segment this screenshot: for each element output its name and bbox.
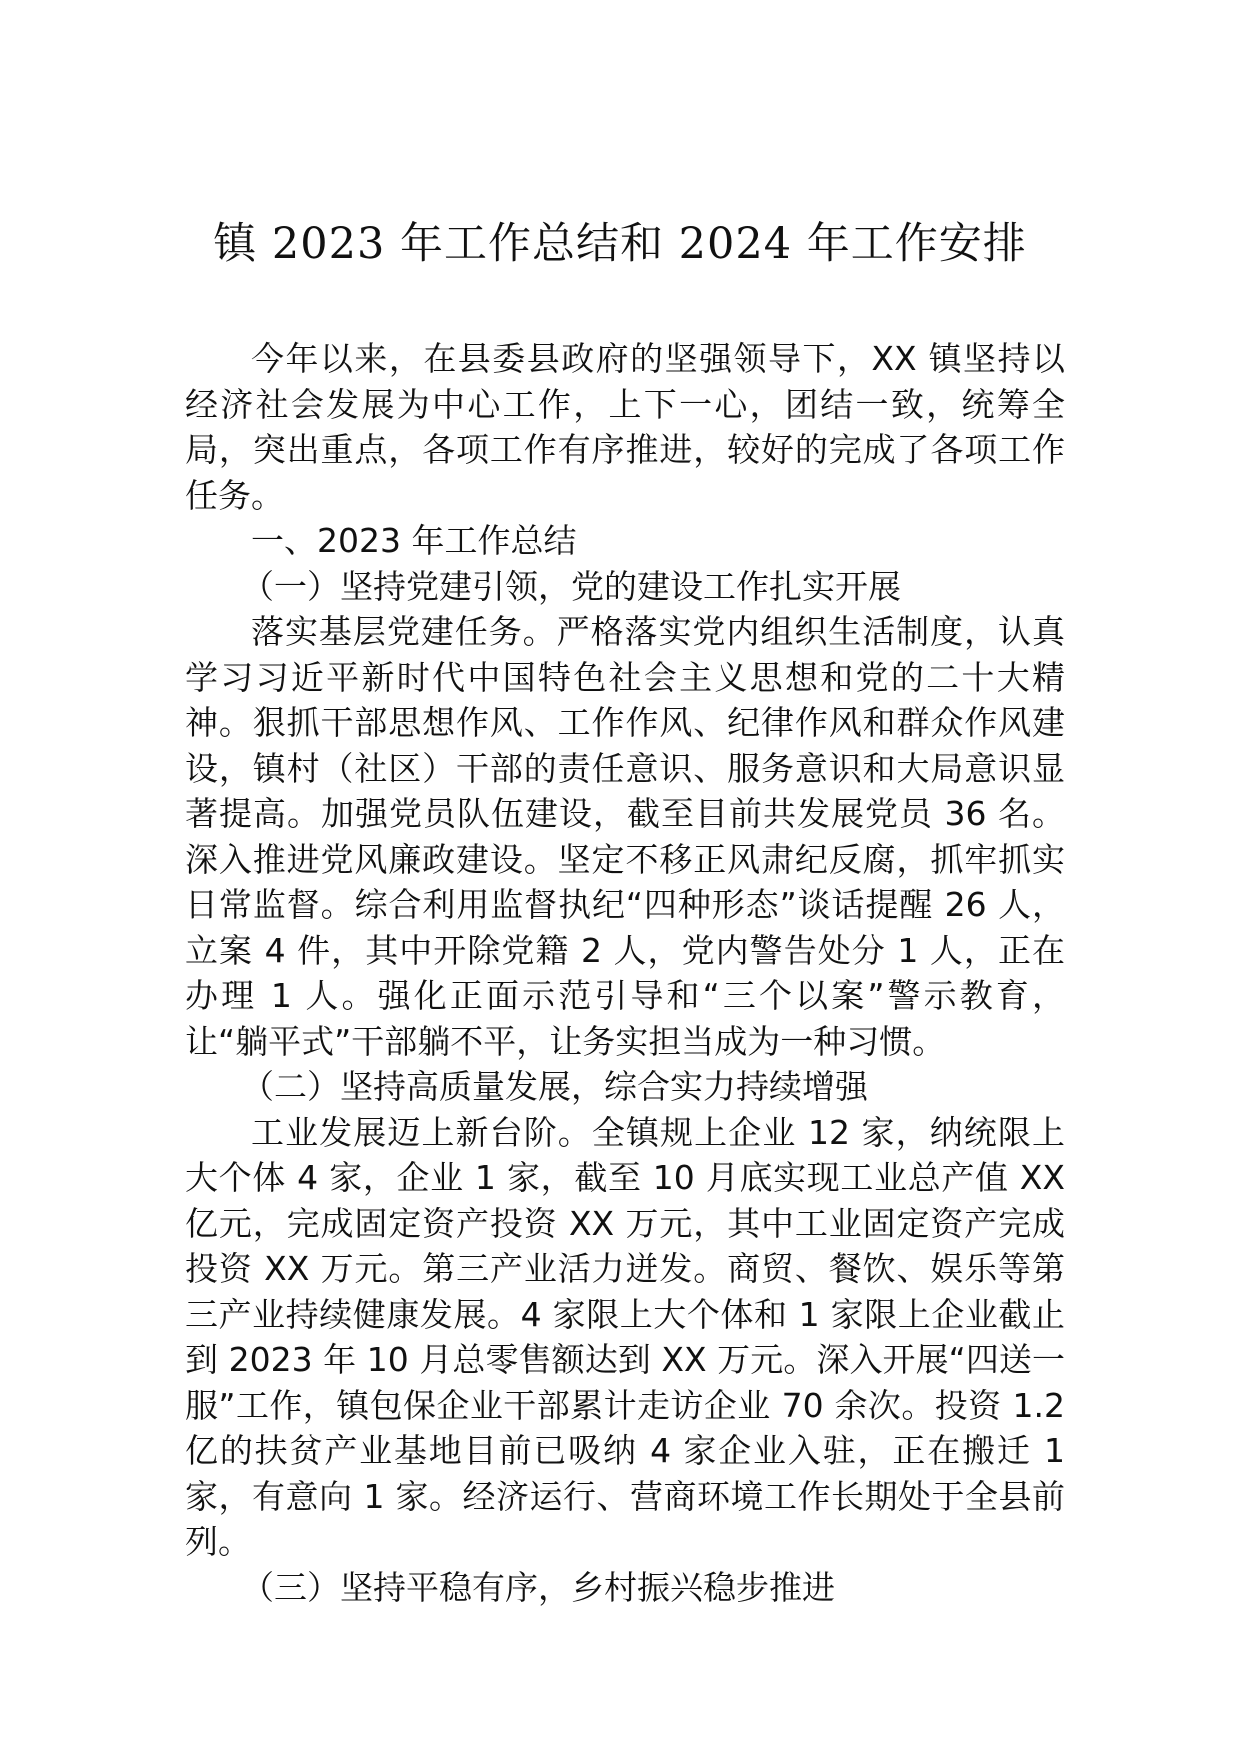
document-body [185, 336, 1065, 1610]
section-heading-summary: 一、2023 年工作总结 [251, 521, 577, 560]
document-title: 镇 2023 年工作总结和 2024 年工作安排 [213, 219, 1027, 269]
subsection-heading-development: （二）坚持高质量发展，综合实力持续增强 [241, 1067, 868, 1106]
subsection-heading-party-building: （一）坚持党建引领，党的建设工作扎实开展 [241, 566, 901, 606]
intro-paragraph: 今年以来，在县委县政府的坚强领导下，XX 镇坚持以经济社会发展为中心工作，上下一心，团结一致，统筹全局，突出重点，各项工作有序推进，较好的完成了各项工作任务。 [185, 339, 1065, 515]
party-building-paragraph: 落实基层党建任务。严格落实党内组织生活制度，认真学习习近平新时代中国特色社会主义思想和党的二十大精神。狠抓干部思想作风、工作作风、纪律作风和群众作风建设，镇村（社区）干部的责任意识、服务意识和大局意识显著提高。加强党员队伍建设，截至目前共发展党员 36 名。深入推进党风廉政建设。坚定不移正风肃纪反腐，抓牢抓实日常监督。综合利用监督执纪“四种形态”谈话提醒 26 人，立案 4 件，其中开除党籍 2 人，党内警告处分 1 人，正在办理 1 人。强化正面示范引导和“三个以案”警示教育，让“躺平式”干部躺不平，让务实担当成为一种习惯。 [185, 612, 1065, 1061]
development-paragraph: 工业发展迈上新台阶。全镇规上企业 12 家，纳统限上大个体 4 家，企业 1 家，截至 10 月底实现工业总产值 XX 亿元，完成固定资产投资 XX 万元，其中工业固定资产完成投资 XX 万元。第三产业活力迸发。商贸、餐饮、娱乐等第三产业持续健康发展。4 家限上大个体和 1 家限上企业截止到 2023 年 10 月总零售额达到 XX 万元。深入开展“四送一服”工作，镇包保企业干部累计走访企业 70 余次。投资 1.2 亿的扶贫产业基地目前已吸纳 4 家企业入驻，正在搬迁 1 家，有意向 1 家。经济运行、营商环境工作长期处于全县前列。 [185, 1112, 1065, 1561]
subsection-heading-rural-revitalization: （三）坚持平稳有序，乡村振兴稳步推进 [241, 1567, 835, 1607]
